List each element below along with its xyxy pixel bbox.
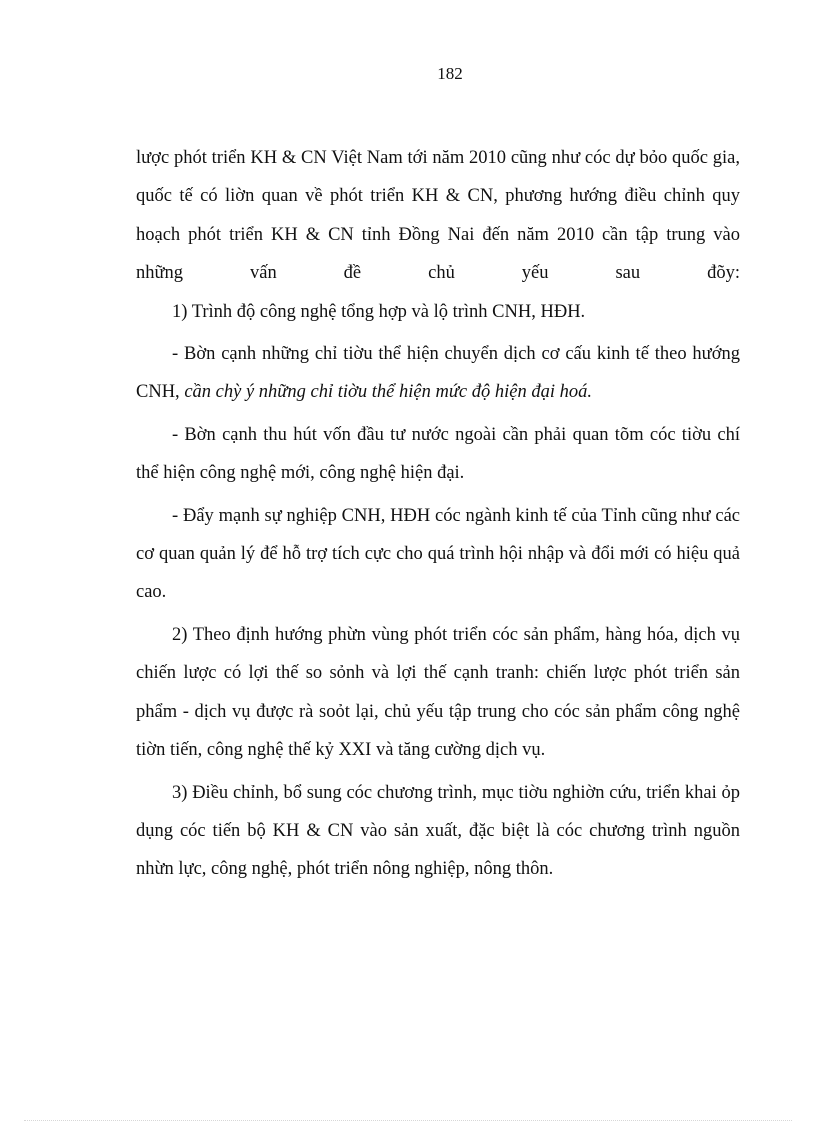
paragraph-bullet-investment: - Bờn cạnh thu hút vốn đầu tư nước ngoài cần phải quan tõm cóc tiờu chí thể hiện công nghệ mới, công nghệ hiện đại. xyxy=(136,424,740,484)
bullet-structure-text: - Bờn cạnh những chỉ tiờu thể hiện chuyển dịch cơ cấu kinh tế theo hướng CNH, xyxy=(136,344,740,403)
paragraph-intro: lược phót triển KH & CN Việt Nam tới năm 2010 cũng như cóc dự bỏo quốc gia, quốc tế có liờn quan về phót triển KH & CN, phương hướng điều chỉnh quy hoạch phót triển KH & CN tỉnh Đồng Nai đến năm 2010 cần tập trung vào những vấn đề chủ yếu sau đõy: xyxy=(136,148,740,284)
page-number: 182 xyxy=(437,64,463,83)
paragraph-point-2: 2) Theo định hướng phừn vùng phót triển cóc sản phẩm, hàng hóa, dịch vụ chiến lược có lợi thế so sỏnh và lợi thế cạnh tranh: chiến lược phót triển sản phẩm - dịch vụ được rà soỏt lại, chủ yếu tập trung cho cóc sản phẩm công nghệ tiờn tiến, công nghệ thế kỷ XXI và tăng cường dịch vụ. xyxy=(136,624,740,761)
document-body xyxy=(136,139,740,889)
bullet-structure-emphasis: cần chỳ ý những chỉ tiờu thể hiện mức độ hiện đại hoá. xyxy=(184,382,592,403)
paragraph-bullet-structure xyxy=(136,335,740,412)
page-bottom-rule xyxy=(24,1120,792,1121)
paragraph-bullet-industrialization: - Đẩy mạnh sự nghiệp CNH, HĐH cóc ngành kinh tế của Tỉnh cũng như các cơ quan quản lý để hỗ trợ tích cực cho quá trình hội nhập và đổi mới có hiệu quả cao. xyxy=(136,505,740,603)
paragraph-point-3: 3) Điều chỉnh, bổ sung cóc chương trình, mục tiờu nghiờn cứu, triển khai ỏp dụng cóc tiến bộ KH & CN vào sản xuất, đặc biệt là cóc chương trình nguồn nhừn lực, công nghệ, phót triển nông nghiệp, nông thôn. xyxy=(136,782,740,880)
paragraph-point-1: 1) Trình độ công nghệ tổng hợp và lộ trình CNH, HĐH. xyxy=(172,301,586,322)
